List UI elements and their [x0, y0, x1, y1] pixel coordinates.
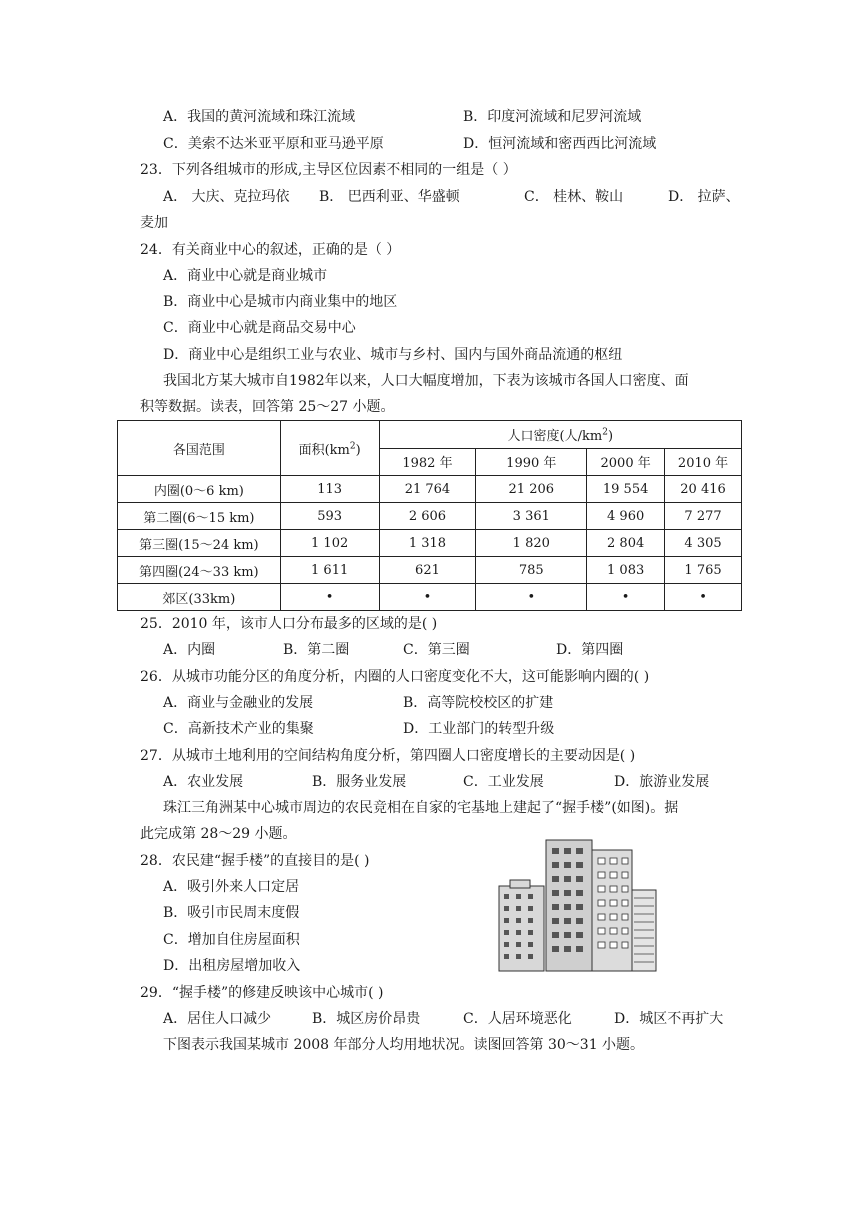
- q25-option-c: C．第三圈: [403, 642, 470, 658]
- cell-value: •: [587, 584, 665, 611]
- table-row: [118, 557, 742, 584]
- q27-stem: 27．从城市土地利用的空间结构角度分析，第四圈人口密度增长的主要动因是( ): [140, 748, 636, 764]
- cell-value: 2 606: [379, 503, 476, 530]
- q28-stem: 28．农民建“握手楼”的直接目的是( ): [140, 853, 370, 869]
- cell-value: 21 764: [379, 476, 476, 503]
- q26-option-c: C．高新技术产业的集聚: [163, 721, 314, 737]
- cell-value: 1 820: [476, 530, 587, 557]
- q27-option-c: C．工业发展: [463, 774, 544, 790]
- table-row: [118, 530, 742, 557]
- q29-option-c: C．人居环境恶化: [463, 1011, 572, 1027]
- cell-value: 2 804: [587, 530, 665, 557]
- q23-option-b: B． 巴西利亚、华盛顿: [319, 189, 460, 205]
- q28-option-c: C．增加自住房屋面积: [163, 932, 300, 948]
- intro-28-29-line2: 此完成第 28～29 小题。: [140, 826, 297, 842]
- cell-value: •: [476, 584, 587, 611]
- cell-value: 4 305: [665, 530, 742, 557]
- row-name: 内圈(0～6 km): [118, 476, 281, 503]
- q28-option-a: A．吸引外来人口定居: [163, 879, 300, 895]
- cell-value: 621: [379, 557, 476, 584]
- cell-value: 1 765: [665, 557, 742, 584]
- q24-stem: 24．有关商业中心的叙述，正确的是（ ）: [140, 242, 401, 258]
- header-year: 2000 年: [587, 448, 665, 476]
- cell-value: 3 361: [476, 503, 587, 530]
- cell-value: 785: [476, 557, 587, 584]
- q29-option-b: B．城区房价昂贵: [312, 1011, 421, 1027]
- q23-stem: 23．下列各组城市的形成,主导区位因素不相同的一组是（ ）: [140, 162, 517, 178]
- cell-value: 1 083: [587, 557, 665, 584]
- handshake-buildings-illustration: [494, 836, 660, 972]
- table-row: [118, 584, 742, 611]
- cell-value: 19 554: [587, 476, 665, 503]
- row-area: 1 102: [280, 530, 379, 557]
- q29-stem: 29．“握手楼”的修建反映该中心城市( ): [140, 985, 384, 1001]
- row-name: 郊区(33km): [118, 584, 281, 611]
- q24-option-b: B．商业中心是城市内商业集中的地区: [163, 294, 398, 310]
- row-name: 第三圈(15～24 km): [118, 530, 281, 557]
- intro-25-27-line2: 积等数据。读表，回答第 25～27 小题。: [140, 399, 395, 415]
- row-name: 第四圈(24～33 km): [118, 557, 281, 584]
- q27-option-a: A．农业发展: [163, 774, 244, 790]
- q22-option-d: D．恒河流域和密西西比河流域: [463, 136, 657, 152]
- cell-value: 7 277: [665, 503, 742, 530]
- far-right-building: [632, 890, 656, 971]
- q27-option-b: B．服务业发展: [312, 774, 407, 790]
- row-area: 113: [280, 476, 379, 503]
- cell-value: 1 318: [379, 530, 476, 557]
- cell-value: 4 960: [587, 503, 665, 530]
- q25-option-a: A．内圈: [163, 642, 216, 658]
- header-year: 1990 年: [476, 448, 587, 476]
- header-year: 1982 年: [379, 448, 476, 476]
- table-row: [118, 503, 742, 530]
- q23-option-d-continued: 麦加: [140, 215, 168, 231]
- population-density-table: [117, 420, 742, 611]
- cell-value: 21 206: [476, 476, 587, 503]
- q24-option-c: C．商业中心就是商品交易中心: [163, 320, 356, 336]
- row-area: 1 611: [280, 557, 379, 584]
- q25-option-b: B．第二圈: [283, 642, 350, 658]
- header-area: 面积$(km^2)$: [280, 421, 379, 476]
- header-density: 人口密度(人$/km^2$): [379, 421, 741, 449]
- q26-option-a: A．商业与金融业的发展: [163, 695, 314, 711]
- q22-option-c: C．美索不达米亚平原和亚马逊平原: [163, 136, 384, 152]
- header-year: 2010 年: [665, 448, 742, 476]
- q24-option-d: D．商业中心是组织工业与农业、城市与乡村、国内与国外商品流通的枢纽: [163, 347, 623, 363]
- header-range: 各国范围: [118, 421, 281, 476]
- row-name: 第二圈(6～15 km): [118, 503, 281, 530]
- row-area: 593: [280, 503, 379, 530]
- table-row: [118, 476, 742, 503]
- left-building: [499, 880, 544, 971]
- q23-option-d: D． 拉萨、: [668, 189, 740, 205]
- q27-option-d: D．旅游业发展: [614, 774, 710, 790]
- q23-option-a: A． 大庆、克拉玛依: [163, 189, 290, 205]
- cell-value: •: [379, 584, 476, 611]
- intro-30-31: 下图表示我国某城市 2008 年部分人均用地状况。读图回答第 30～31 小题。: [163, 1037, 645, 1053]
- q25-option-d: D．第四圈: [556, 642, 624, 658]
- q22-option-b: B．印度河流域和尼罗河流域: [463, 109, 642, 125]
- q28-option-d: D．出租房屋增加收入: [163, 958, 301, 974]
- cell-value: 20 416: [665, 476, 742, 503]
- q29-option-d: D．城区不再扩大: [614, 1011, 724, 1027]
- intro-25-27-line1: 我国北方某大城市自1982年以来，人口大幅度增加，下表为该城市各国人口密度、面: [163, 373, 689, 389]
- q24-option-a: A．商业中心就是商业城市: [163, 268, 328, 284]
- q26-stem: 26．从城市功能分区的角度分析，内圈的人口密度变化不大，这可能影响内圈的( ): [140, 669, 650, 685]
- middle-building: [546, 840, 592, 971]
- right-building: [592, 850, 632, 971]
- q28-option-b: B．吸引市民周末度假: [163, 905, 300, 921]
- q23-option-c: C． 桂林、鞍山: [524, 189, 624, 205]
- cell-value: •: [665, 584, 742, 611]
- q25-stem: 25．2010 年，该市人口分布最多的区域的是( ): [140, 616, 438, 632]
- row-area: •: [280, 584, 379, 611]
- q26-option-d: D．工业部门的转型升级: [403, 721, 555, 737]
- q29-option-a: A．居住人口减少: [163, 1011, 272, 1027]
- q26-option-b: B．高等院校校区的扩建: [403, 695, 554, 711]
- q22-option-a: A．我国的黄河流域和珠江流域: [163, 109, 356, 125]
- intro-28-29-line1: 珠江三角洲某中心城市周边的农民竞相在自家的宅基地上建起了“握手楼”(如图)。据: [163, 800, 679, 816]
